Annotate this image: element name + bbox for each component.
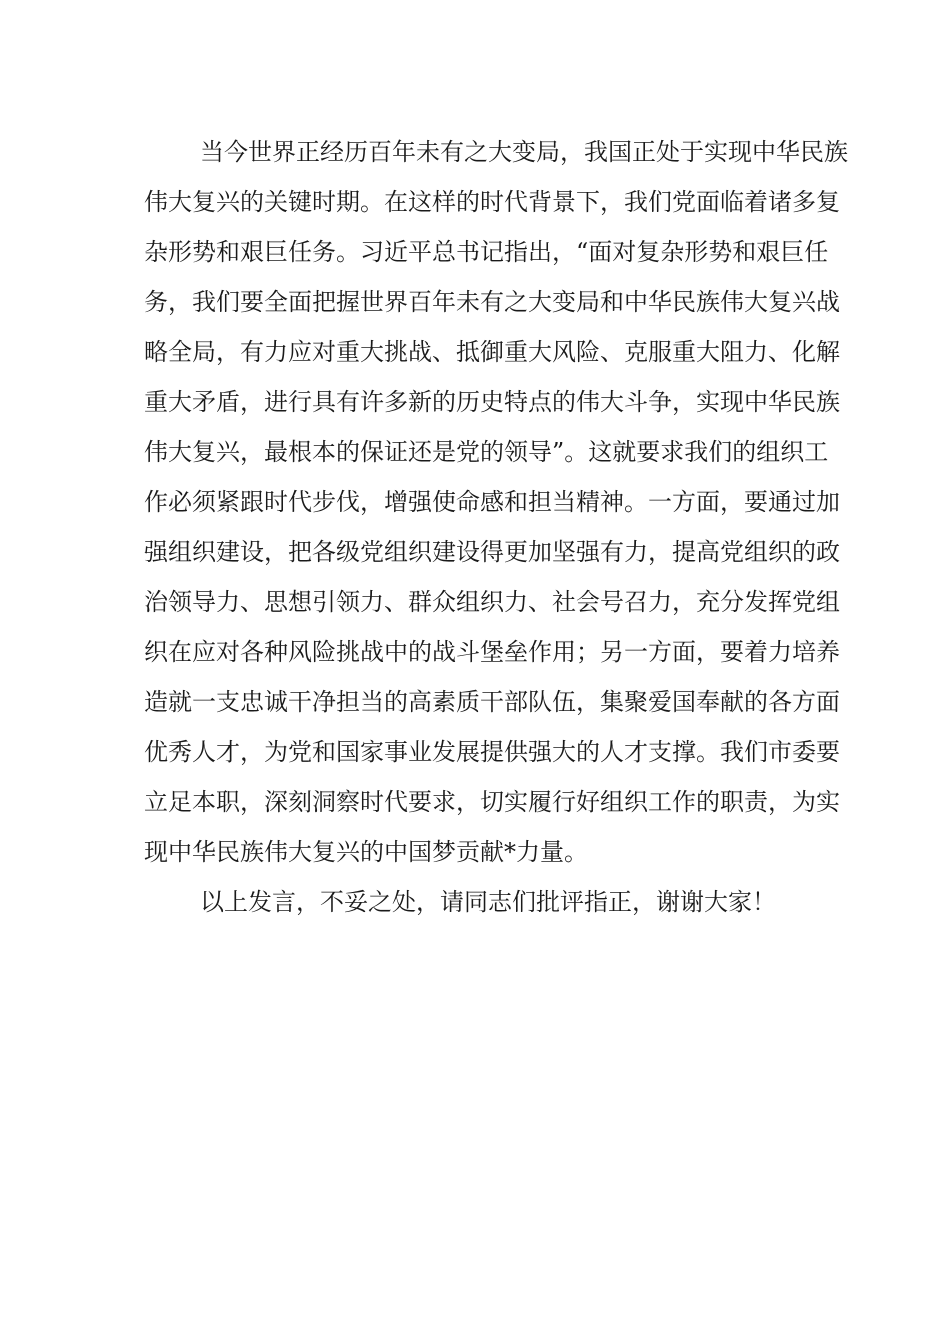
paragraph-1-line-14: 立足本职，深刻洞察时代要求，切实履行好组织工作的职责，为实 [144, 788, 840, 816]
paragraph-1-line-3: 杂形势和艰巨任务。习近平总书记指出，“面对复杂形势和艰巨任 [144, 238, 829, 266]
paragraph-1-line-13: 优秀人才，为党和国家事业发展提供强大的人才支撑。我们市委要 [144, 738, 840, 766]
closing-remark: 以上发言，不妥之处，请同志们批评指正，谢谢大家！ [200, 888, 776, 916]
paragraph-1-line-6: 重大矛盾，进行具有许多新的历史特点的伟大斗争，实现中华民族 [144, 388, 840, 416]
paragraph-1-line-4: 务，我们要全面把握世界百年未有之大变局和中华民族伟大复兴战 [144, 288, 840, 316]
paragraph-1-line-12: 造就一支忠诚干净担当的高素质干部队伍，集聚爱国奉献的各方面 [144, 688, 840, 716]
paragraph-1-line-5: 略全局，有力应对重大挑战、抵御重大风险、克服重大阻力、化解 [144, 338, 840, 366]
paragraph-1-line-15: 现中华民族伟大复兴的中国梦贡献*力量。 [144, 838, 588, 866]
paragraph-1-line-2: 伟大复兴的关键时期。在这样的时代背景下，我们党面临着诸多复 [144, 188, 840, 216]
paragraph-1-line-7: 伟大复兴，最根本的保证还是党的领导”。这就要求我们的组织工 [144, 438, 829, 466]
paragraph-1-line-8: 作必须紧跟时代步伐，增强使命感和担当精神。一方面，要通过加 [144, 488, 840, 516]
paragraph-1-line-1: 当今世界正经历百年未有之大变局，我国正处于实现中华民族 [200, 138, 848, 166]
paragraph-1-line-10: 治领导力、思想引领力、群众组织力、社会号召力，充分发挥党组 [144, 588, 840, 616]
paragraph-1-line-11: 织在应对各种风险挑战中的战斗堡垒作用；另一方面，要着力培养 [144, 638, 840, 666]
paragraph-1-line-9: 强组织建设，把各级党组织建设得更加坚强有力，提高党组织的政 [144, 538, 840, 566]
